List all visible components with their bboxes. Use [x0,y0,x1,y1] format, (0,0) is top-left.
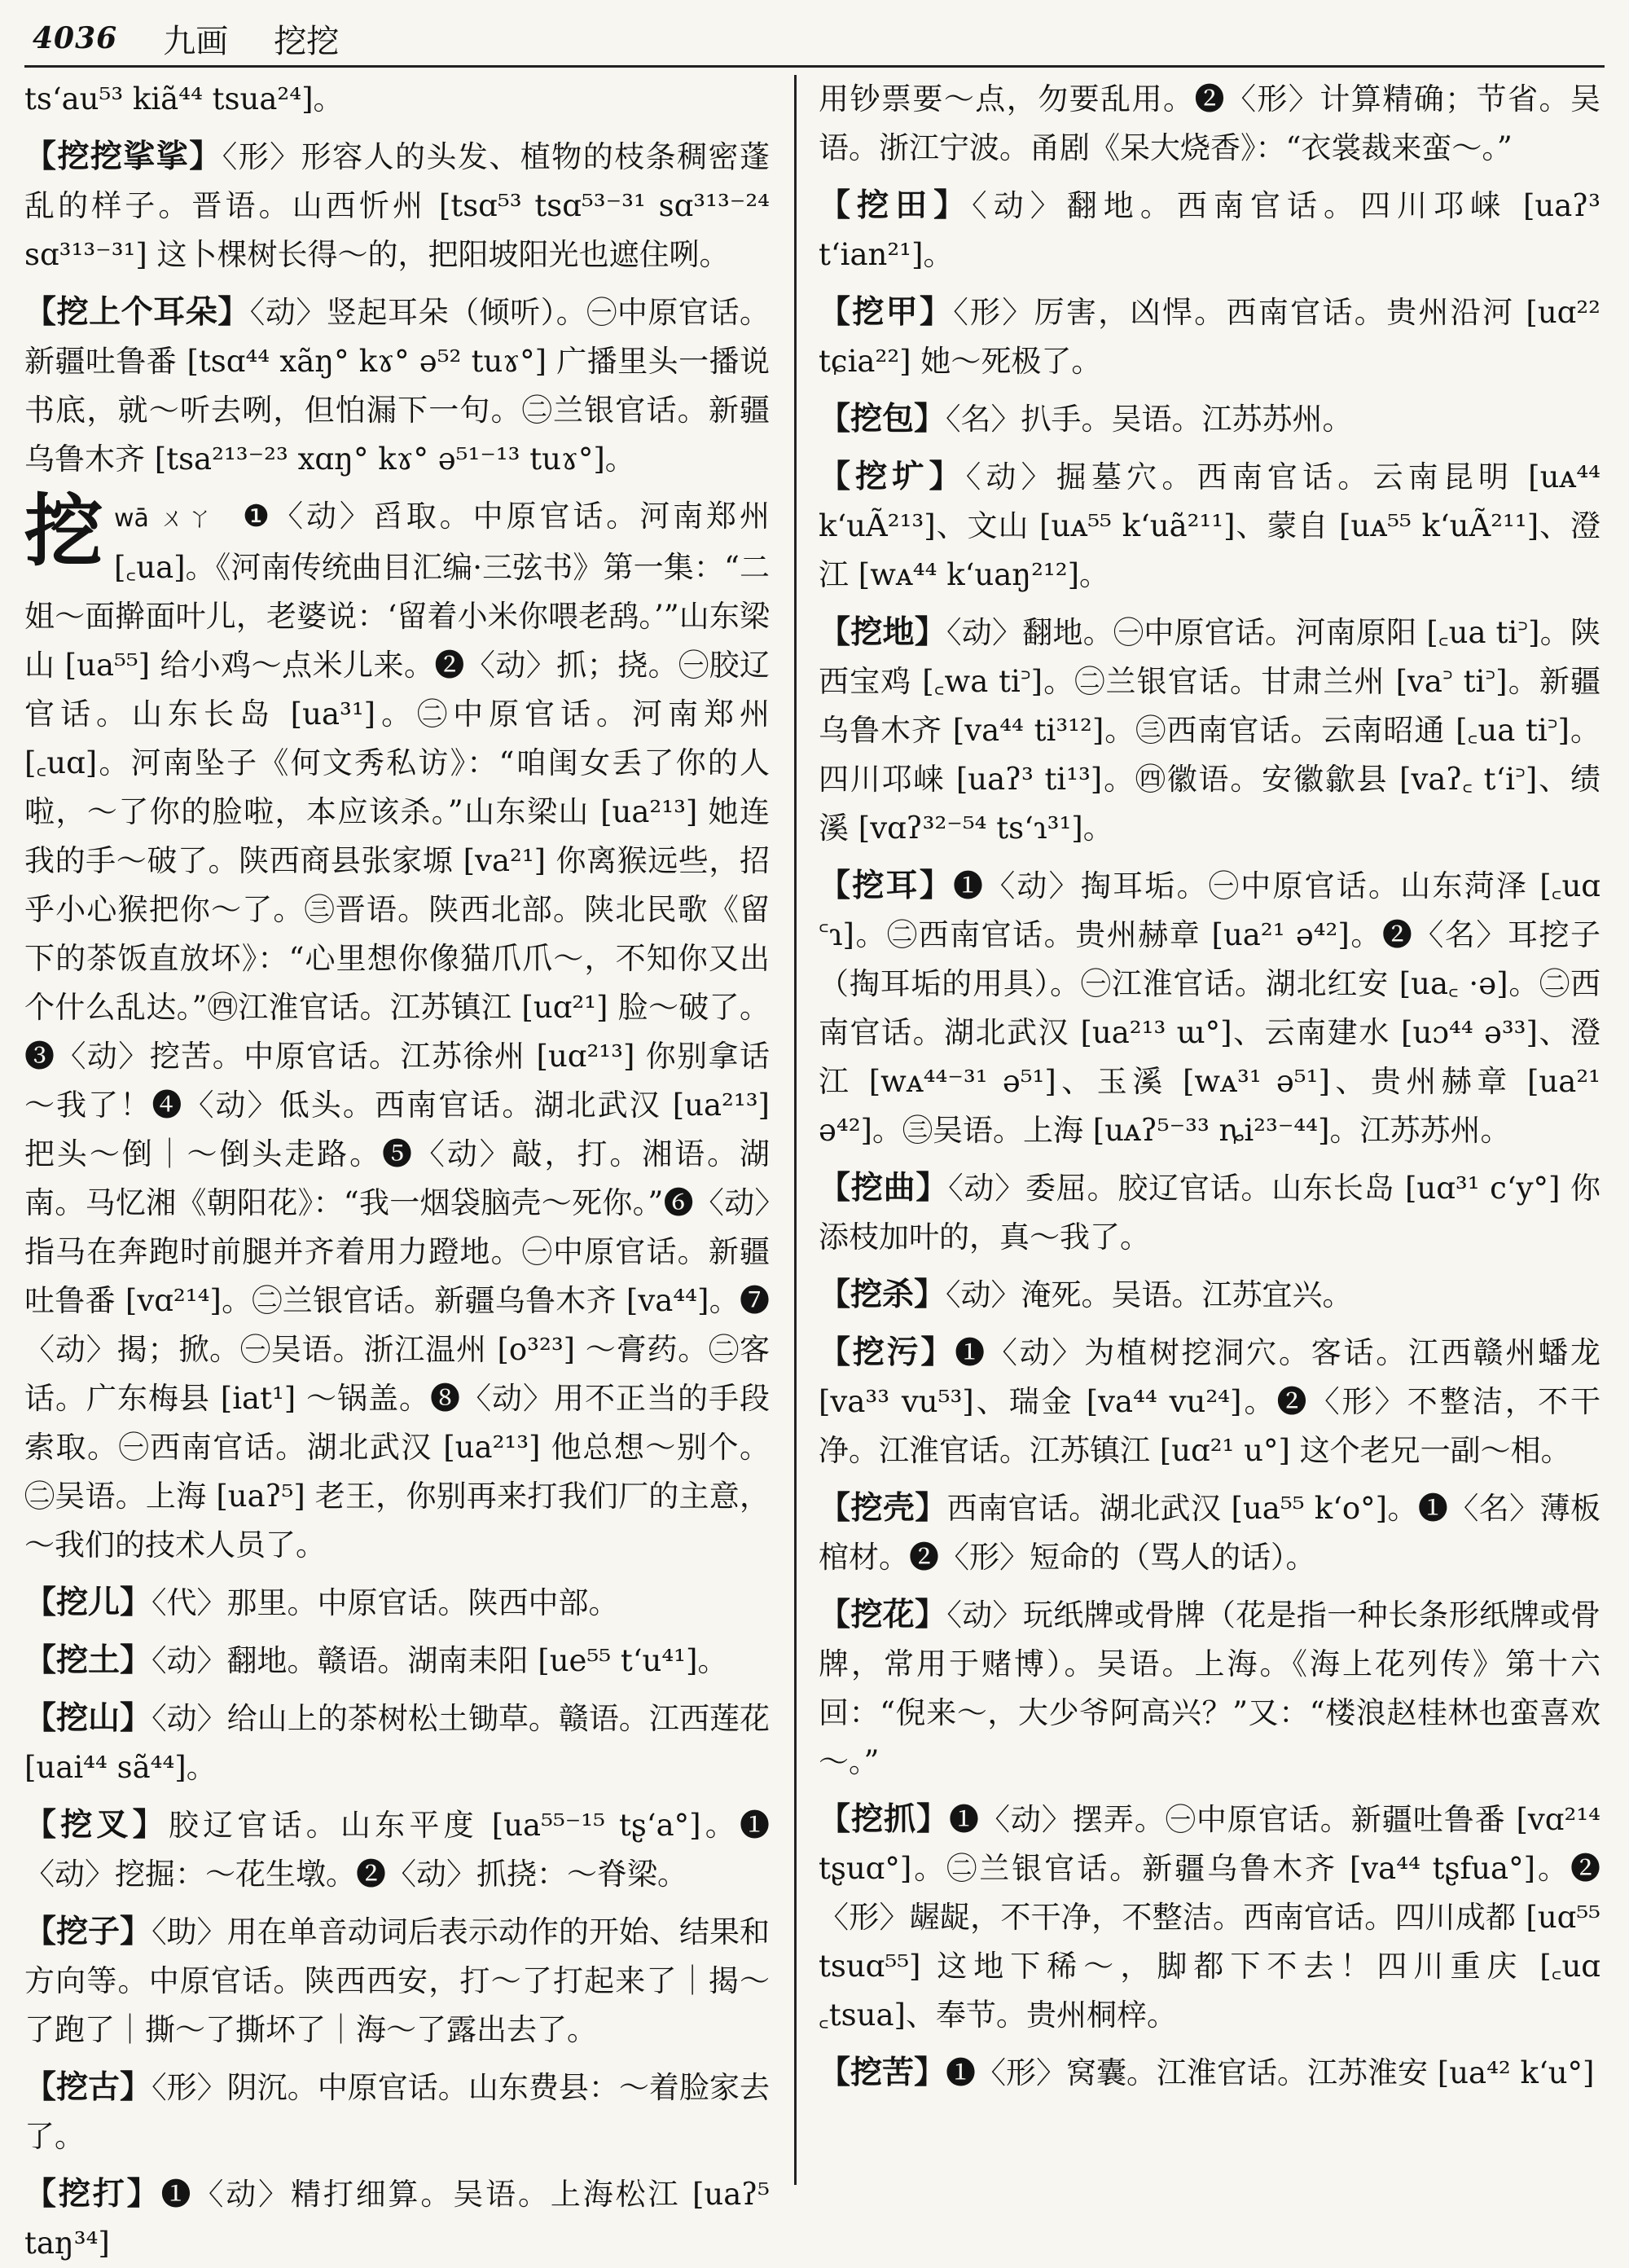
page-header [33,15,1596,62]
entry-headword: 【挖打】 [24,2175,161,2213]
entry-body: ❶〈动〉摆弄。㊀中原官话。新疆吐鲁番 [vɑ²¹⁴ tʂuɑ°]。㊁兰银官话。新疆乌鲁木齐 [va⁴⁴ tʂfua°]。❷〈形〉龌龊，不干净，不整洁。西南官话。四川成都 [uɑ⁵⁵ tsuɑ⁵⁵] 这地下稀～，脚都下不去！四川重庆 [꜀uɑ ꜀tsua]、奉节。贵州桐梓。 [819,1802,1600,2033]
entry-headword: 【挖污】 [819,1334,955,1371]
entry-body: 〈动〉淹死。吴语。江苏宜兴。 [946,1277,1353,1312]
entry-headword: 【挖壳】 [819,1489,947,1527]
entry-body: 〈动〉玩纸牌或骨牌（花是指一种长条形纸牌或骨牌，常用于赌博）。吴语。上海。《海上花列传》第十六回：“倪来～，大少爷阿高兴？”又：“楼浪赵桂林也蛮喜欢～。” [819,1598,1600,1779]
entry-headword: 【挖山】 [24,1699,152,1737]
entry-headword: 【挖曲】 [819,1169,949,1207]
entry [24,1636,770,1686]
entry-headword: 【挖甲】 [819,293,954,331]
entry [819,452,1600,600]
entry-body: 〈动〉翻地。西南官话。四川邛崃 [uaʔ³ t‘ian²¹]。 [819,188,1600,272]
entry [24,1578,770,1628]
entry-body: 西南官话。湖北武汉 [ua⁵⁵ k‘o°]。❶〈名〉薄板棺材。❷〈形〉短命的（骂人的话）。 [819,1491,1600,1575]
entry-headword: 【挖苦】 [819,2054,946,2091]
page-number: 4036 [33,21,118,55]
entry-headword: 【挖土】 [24,1642,152,1679]
entry-headword: 【挖圹】 [819,458,966,495]
entry [819,288,1600,386]
entry [24,2169,770,2268]
entry-headword: 【挖耳】 [819,867,953,904]
entry-body: 〈动〉翻地。赣语。湖南耒阳 [ue⁵⁵ t‘u⁴¹]。 [151,1643,728,1678]
entry-body: 〈形〉阴沉。中原官话。山东费县：～着脸家去了。 [24,2070,770,2154]
entry [819,861,1600,1155]
entry [24,1907,770,2055]
entry-body: 〈动〉竖起耳朵（倾听）。㊀中原官话。新疆吐鲁番 [tsɑ⁴⁴ xãŋ° kɤ° ə⁵² tuɤ°] 广播里头一播说书底，就～听去咧，但怕漏下一句。㊁兰银官话。新疆乌鲁木齐 [tsa²¹³⁻²³ xɑŋ° kɤ° ə⁵¹⁻¹³ tuɤ°]。 [24,295,770,477]
entry-headword: 【挖地】 [819,613,946,651]
entry [819,181,1600,279]
entry-headword: 【挖叉】 [24,1806,169,1844]
entry-body: 〈名〉扒手。吴语。江苏苏州。 [946,402,1353,437]
continuation-text: 用钞票要～点，勿要乱用。❷〈形〉计算精确；节省。吴语。浙江宁波。甬剧《呆大烧香》：“衣裳裁来蛮～。” [819,81,1600,165]
entry-headword: 【挖杀】 [819,1276,946,1313]
entry-headword: 【挖儿】 [24,1584,152,1621]
entry-body: 〈形〉厉害，凶悍。西南官话。贵州沿河 [uɑ²² tɕia²²] 她～死极了。 [819,295,1600,379]
entry [819,608,1600,853]
header-keyword: 挖挖 [274,22,340,60]
entry [819,1328,1600,1475]
entry-body: 胶辽官话。山东平度 [ua⁵⁵⁻¹⁵ tʂ‘a°]。❶〈动〉挖掘：～花生墩。❷〈动〉抓挠：～脊梁。 [24,1808,770,1892]
entry-body: ❶〈动〉精打细算。吴语。上海松江 [uaʔ⁵ taŋ³⁴] [24,2177,770,2261]
entry-body: 〈动〉翻地。㊀中原官话。河南原阳 [꜀ua ti꜄]。陕西宝鸡 [꜀wa ti꜄]。㊁兰银官话。甘肃兰州 [va꜄ ti꜄]。新疆乌鲁木齐 [va⁴⁴ ti³¹²]。㊂西南官话。云南昭通 [꜀ua ti꜄]。四川邛崃 [uaʔ³ ti¹³]。㊃徽语。安徽歙县 [vaʔ꜀ t‘i꜄]、绩溪 [vɑʔ³²⁻⁵⁴ ts‘ɿ³¹]。 [819,615,1600,846]
right-column [819,75,1600,2185]
entry-headword: 【挖挖挲挲】 [24,138,222,175]
left-column [24,75,770,2261]
entry-body: 〈动〉掘墓穴。西南官话。云南昆明 [uᴀ⁴⁴ k‘uÃ²¹³]、文山 [uᴀ⁵⁵ k‘uã²¹¹]、蒙自 [uᴀ⁵⁵ k‘uÃ²¹¹]、澄江 [wᴀ⁴⁴ k‘uaŋ²¹²]。 [819,459,1600,592]
entry [24,1694,770,1792]
entry-headword: 【挖子】 [24,1913,152,1950]
entry [24,132,770,279]
entry [24,288,770,484]
entry-headword: 【挖花】 [819,1596,947,1633]
pronunciation: wā ㄨㄚ [114,504,216,533]
entry [819,394,1600,444]
entry-body: 〈动〉委屈。胶辽官话。山东长岛 [uɑ³¹ c‘y°] 你添枝加叶的，真～我了。 [819,1171,1600,1255]
entry-headword: 【挖田】 [819,187,973,224]
main-character: 挖 [24,485,103,577]
entry [819,1590,1600,1787]
entry-body: ❶〈动〉为植树挖洞穴。客话。江西赣州蟠龙 [va³³ vu⁵³]、瑞金 [va⁴⁴ vu²⁴]。❷〈形〉不整洁，不干净。江淮官话。江苏镇江 [uɑ²¹ u°] 这个老兄一副～相。 [819,1335,1600,1468]
entry [819,1270,1600,1320]
entry-body: ❶〈形〉窝囊。江淮官话。江苏淮安 [ua⁴² k‘u°] [946,2055,1595,2090]
continuation-text: ts‘au⁵³ kiã⁴⁴ tsua²⁴]。 [24,81,344,116]
entry [819,1483,1600,1582]
entry [24,1800,770,1899]
main-character-entry [24,485,770,1570]
entry-body: 〈动〉给山上的茶树松土锄草。赣语。江西莲花 [uai⁴⁴ sã⁴⁴]。 [24,1701,770,1785]
entry-body: ❶〈动〉舀取。中原官话。河南郑州 [꜀ua]。《河南传统曲目汇编·三弦书》第一集：“二姐～面擀面叶儿，老婆说：‘留着小米你喂老鸹。’”山东梁山 [ua⁵⁵] 给小鸡～点米儿来。❷〈动〉抓；挠。㊀胶辽官话。山东长岛 [ua³¹]。㊁中原官话。河南郑州 [꜀uɑ]。河南坠子《何文秀私访》：“咱闺女丢了你的人啦，～了你的脸啦，本应该杀。”山东梁山 [ua²¹³] 她连我的手～破了。陕西商县张家塬 [va²¹] 你离猴远些，招乎小心猴把你～了。㊂晋语。陕西北部。陕北民歌《留下的茶饭直放坏》：“心里想你像猫爪爪～，不知你又出个什么乱达。”㊃江淮官话。江苏镇江 [uɑ²¹] 脸～破了。❸〈动〉挖苦。中原官话。江苏徐州 [uɑ²¹³] 你别拿话～我了！❹〈动〉低头。西南官话。湖北武汉 [ua²¹³] 把头～倒｜～倒头走路。❺〈动〉敲，打。湘语。湖南。马忆湘《朝阳花》：“我一烟袋脑壳～死你。”❻〈动〉指马在奔跑时前腿并齐着用力蹬地。㊀中原官话。新疆吐鲁番 [vɑ²¹⁴]。㊁兰银官话。新疆乌鲁木齐 [va⁴⁴]。❼〈动〉揭；掀。㊀吴语。浙江温州 [o³²³] ～膏药。㊁客话。广东梅县 [iat¹] ～锅盖。❽〈动〉用不正当的手段索取。㊀西南官话。湖北武汉 [ua²¹³] 他总想～别个。㊁吴语。上海 [uaʔ⁵] 老王，你别再来打我们厂的主意，～我们的技术人员了。 [24,499,770,1563]
section-label: 九画 [163,22,229,60]
entry-body: 〈形〉形容人的头发、植物的枝条稠密蓬乱的样子。晋语。山西忻州 [tsɑ⁵³ tsɑ⁵³⁻³¹ sɑ³¹³⁻²⁴ sɑ³¹³⁻³¹] 这卜棵树长得～的，把阳坡阳光也遮住咧。 [24,139,770,272]
entry-headword: 【挖古】 [24,2068,152,2106]
entry-body: ❶〈动〉掏耳垢。㊀中原官话。山东菏泽 [꜀uɑ ꜂ɿ]。㊁西南官话。贵州赫章 [ua²¹ ə⁴²]。❷〈名〉耳挖子（掏耳垢的用具）。㊀江淮官话。湖北红安 [ua꜀ ·ə]。㊁西南官话。湖北武汉 [ua²¹³ ɯ°]、云南建水 [uɔ⁴⁴ ə³³]、澄江 [wᴀ⁴⁴⁻³¹ ə⁵¹]、玉溪 [wᴀ³¹ ə⁵¹]、贵州赫章 [ua²¹ ə⁴²]。㊂吴语。上海 [uᴀʔ⁵⁻³³ ȵi²³⁻⁴⁴]。江苏苏州。 [819,868,1600,1148]
entry [819,1163,1600,1262]
entry-headword: 【挖包】 [819,400,946,437]
entry [819,2048,1600,2098]
column-divider [794,75,797,2185]
entry [24,2063,770,2161]
entry-headword: 【挖上个耳朵】 [24,293,250,331]
entry-body: 〈代〉那里。中原官话。陕西中部。 [151,1585,619,1620]
entry [819,1795,1600,2040]
header-rule [24,65,1605,68]
entry-headword: 【挖抓】 [819,1800,949,1838]
entry-body: 〈助〉用在单音动词后表示动作的开始、结果和方向等。中原官话。陕西西安，打～了打起来了｜揭～了跑了｜撕～了撕坏了｜海～了露出去了。 [24,1914,770,2047]
